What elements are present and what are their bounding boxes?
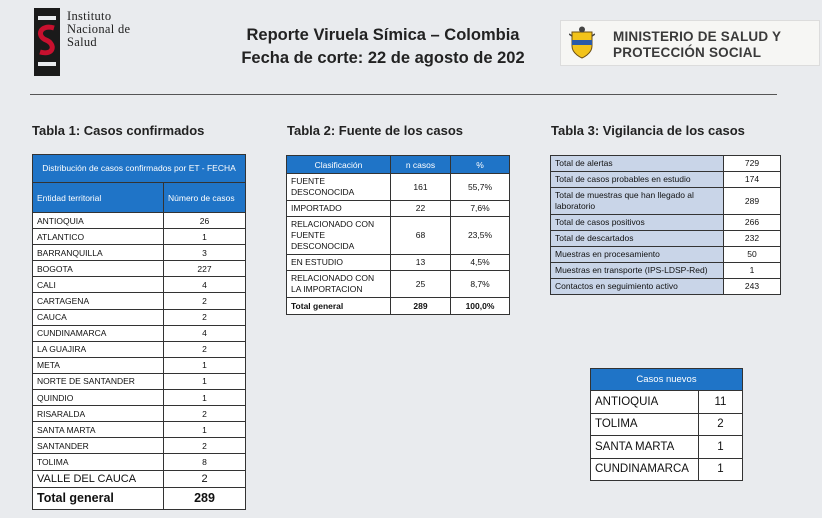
entity-cell: BOGOTA xyxy=(33,261,164,277)
count-cell: 13 xyxy=(391,255,451,271)
coat-of-arms-icon xyxy=(569,26,595,60)
count-cell: 2 xyxy=(164,470,246,487)
table-row xyxy=(287,271,510,298)
count-cell: 68 xyxy=(391,217,451,255)
table-row xyxy=(33,357,246,373)
table-row xyxy=(33,261,246,277)
table-row xyxy=(33,454,246,470)
table-row xyxy=(591,458,743,481)
institute-line-3: Salud xyxy=(67,35,97,49)
table-row xyxy=(33,390,246,406)
table-row xyxy=(591,436,743,459)
count-cell: 1 xyxy=(164,390,246,406)
ins-logo-icon xyxy=(34,8,60,76)
entity-cell: CUNDINAMARCA xyxy=(591,458,699,481)
table-row xyxy=(33,293,246,309)
table-row xyxy=(287,217,510,255)
classification-cell: FUENTE DESCONOCIDA xyxy=(287,174,391,201)
entity-cell: CARTAGENA xyxy=(33,293,164,309)
institute-line-2: Nacional de xyxy=(67,22,131,36)
table-row xyxy=(33,277,246,293)
table-row xyxy=(551,188,781,215)
percent-cell: 55,7% xyxy=(451,174,510,201)
report-title-line-2: Fecha de corte: 22 de agosto de 202 xyxy=(241,49,525,67)
table-row xyxy=(591,413,743,436)
count-cell: 22 xyxy=(391,201,451,217)
table-row xyxy=(33,213,246,229)
entity-cell: RISARALDA xyxy=(33,406,164,422)
table-row xyxy=(551,156,781,172)
indicator-cell: Total de descartados xyxy=(551,231,724,247)
entity-cell: BARRANQUILLA xyxy=(33,245,164,261)
case-source-table xyxy=(286,155,510,315)
entity-cell: QUINDIO xyxy=(33,390,164,406)
table-row xyxy=(33,245,246,261)
count-cell: 4 xyxy=(164,325,246,341)
count-cell: 2 xyxy=(164,341,246,357)
indicator-cell: Total de muestras que han llegado al laboratorio xyxy=(551,188,724,215)
table1-total-value: 289 xyxy=(164,487,246,509)
table-row xyxy=(551,247,781,263)
entity-cell: ANTIOQUIA xyxy=(591,391,699,414)
count-cell: 1 xyxy=(699,436,743,459)
classification-cell: EN ESTUDIO xyxy=(287,255,391,271)
value-cell: 243 xyxy=(724,279,781,295)
table2-col-percent: % xyxy=(451,156,510,174)
header-divider xyxy=(30,94,777,95)
table4-body xyxy=(591,391,743,481)
table1-total-label: Total general xyxy=(33,487,164,509)
table-row xyxy=(551,279,781,295)
table4-header: Casos nuevos xyxy=(591,369,743,391)
table1-header-main: Distribución de casos confirmados por ET - FECHA xyxy=(33,155,246,183)
table1-col-entity: Entidad territorial xyxy=(33,183,164,213)
percent-cell: 4,5% xyxy=(451,255,510,271)
table-row xyxy=(33,325,246,341)
table2-body xyxy=(287,174,510,298)
count-cell: 3 xyxy=(164,245,246,261)
value-cell: 729 xyxy=(724,156,781,172)
indicator-cell: Muestras en procesamiento xyxy=(551,247,724,263)
entity-cell: CAUCA xyxy=(33,309,164,325)
ministry-line-2: PROTECCIÓN SOCIAL xyxy=(613,45,762,60)
count-cell: 1 xyxy=(164,373,246,389)
entity-cell: META xyxy=(33,357,164,373)
percent-cell: 23,5% xyxy=(451,217,510,255)
entity-cell: LA GUAJIRA xyxy=(33,341,164,357)
entity-cell: ANTIOQUIA xyxy=(33,213,164,229)
value-cell: 1 xyxy=(724,263,781,279)
table1-total-row xyxy=(33,487,246,509)
count-cell: 8 xyxy=(164,454,246,470)
percent-cell: 7,6% xyxy=(451,201,510,217)
table2-total-count: 289 xyxy=(391,298,451,315)
count-cell: 2 xyxy=(164,309,246,325)
table-row xyxy=(33,422,246,438)
table-row xyxy=(33,438,246,454)
entity-cell: SANTA MARTA xyxy=(591,436,699,459)
count-cell: 2 xyxy=(164,406,246,422)
institute-name xyxy=(67,10,130,49)
table2-total-row xyxy=(287,298,510,315)
entity-cell: VALLE DEL CAUCA xyxy=(33,470,164,487)
indicator-cell: Total de casos positivos xyxy=(551,215,724,231)
table1-title: Tabla 1: Casos confirmados xyxy=(32,123,205,138)
entity-cell: TOLIMA xyxy=(33,454,164,470)
count-cell: 227 xyxy=(164,261,246,277)
table-row xyxy=(551,263,781,279)
count-cell: 1 xyxy=(164,229,246,245)
count-cell: 161 xyxy=(391,174,451,201)
count-cell: 1 xyxy=(164,357,246,373)
table-row xyxy=(33,341,246,357)
table2-total-label: Total general xyxy=(287,298,391,315)
table-row xyxy=(287,201,510,217)
count-cell: 2 xyxy=(699,413,743,436)
entity-cell: TOLIMA xyxy=(591,413,699,436)
table2-col-count: n casos xyxy=(391,156,451,174)
confirmed-cases-table xyxy=(32,154,246,510)
table-row xyxy=(287,174,510,201)
count-cell: 26 xyxy=(164,213,246,229)
table3-body xyxy=(551,156,781,295)
classification-cell: IMPORTADO xyxy=(287,201,391,217)
count-cell: 4 xyxy=(164,277,246,293)
entity-cell: SANTA MARTA xyxy=(33,422,164,438)
value-cell: 50 xyxy=(724,247,781,263)
classification-cell: RELACIONADO CON LA IMPORTACION xyxy=(287,271,391,298)
ministry-line-1: MINISTERIO DE SALUD Y xyxy=(613,29,782,44)
table3-title: Tabla 3: Vigilancia de los casos xyxy=(551,123,745,138)
count-cell: 25 xyxy=(391,271,451,298)
table-row xyxy=(551,172,781,188)
table-row xyxy=(591,391,743,414)
table-row xyxy=(287,255,510,271)
percent-cell: 8,7% xyxy=(451,271,510,298)
table1-col-count: Número de casos xyxy=(164,183,246,213)
report-title xyxy=(218,24,548,70)
count-cell: 11 xyxy=(699,391,743,414)
table2-total-percent: 100,0% xyxy=(451,298,510,315)
ministry-name xyxy=(613,29,781,61)
table-row xyxy=(33,373,246,389)
indicator-cell: Total de casos probables en estudio xyxy=(551,172,724,188)
classification-cell: RELACIONADO CON FUENTE DESCONOCIDA xyxy=(287,217,391,255)
value-cell: 289 xyxy=(724,188,781,215)
new-cases-table xyxy=(590,368,743,481)
count-cell: 1 xyxy=(699,458,743,481)
entity-cell: CALI xyxy=(33,277,164,293)
table-row xyxy=(33,406,246,422)
count-cell: 2 xyxy=(164,293,246,309)
count-cell: 2 xyxy=(164,438,246,454)
table2-col-classification: Clasificación xyxy=(287,156,391,174)
value-cell: 232 xyxy=(724,231,781,247)
table-row xyxy=(551,231,781,247)
table-row xyxy=(33,229,246,245)
institute-line-1: Instituto xyxy=(67,9,112,23)
table-row xyxy=(551,215,781,231)
table2-title: Tabla 2: Fuente de los casos xyxy=(287,123,464,138)
indicator-cell: Contactos en seguimiento activo xyxy=(551,279,724,295)
entity-cell: NORTE DE SANTANDER xyxy=(33,373,164,389)
entity-cell: SANTANDER xyxy=(33,438,164,454)
surveillance-table xyxy=(550,155,781,295)
indicator-cell: Muestras en transporte (IPS-LDSP-Red) xyxy=(551,263,724,279)
table1-body xyxy=(33,213,246,488)
indicator-cell: Total de alertas xyxy=(551,156,724,172)
table-row xyxy=(33,470,246,487)
value-cell: 174 xyxy=(724,172,781,188)
count-cell: 1 xyxy=(164,422,246,438)
entity-cell: CUNDINAMARCA xyxy=(33,325,164,341)
table-row xyxy=(33,309,246,325)
ministry-logo xyxy=(560,20,820,66)
entity-cell: ATLANTICO xyxy=(33,229,164,245)
value-cell: 266 xyxy=(724,215,781,231)
report-title-line-1: Reporte Viruela Símica – Colombia xyxy=(246,26,520,44)
